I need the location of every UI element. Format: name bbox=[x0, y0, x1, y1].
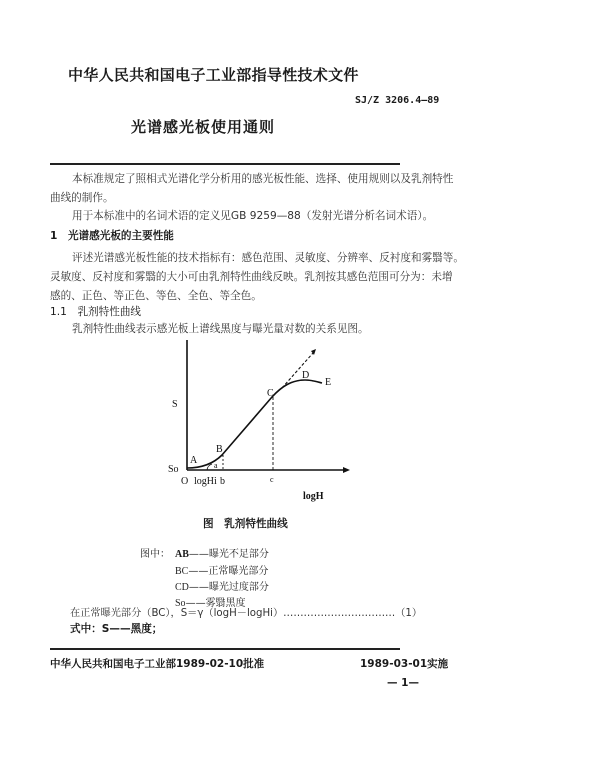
x-axis-label: logH bbox=[303, 491, 324, 502]
s0-label: So bbox=[168, 464, 179, 475]
characteristic-curve bbox=[187, 380, 322, 468]
legend-item-bc: BC——正常曝光部分 bbox=[175, 566, 269, 577]
org-title: 中华人民共和国电子工业部指导性技术文件 bbox=[68, 66, 359, 84]
emulsion-characteristic-curve-figure bbox=[160, 325, 360, 505]
point-label-c: C bbox=[267, 388, 274, 399]
document-code: SJ/Z 3206.4—89 bbox=[355, 95, 440, 106]
x-tick-c: c bbox=[270, 475, 274, 484]
intro-paragraph-1-line-1: 本标准规定了照相式光谱化学分析用的感光板性能、选择、使用规则以及乳剂特性 bbox=[72, 173, 454, 185]
x-tick-loghi: logHi bbox=[194, 476, 217, 487]
legend-item-ab: AB——曝光不足部分 bbox=[175, 549, 269, 560]
angle-label: a bbox=[214, 461, 218, 470]
intro-paragraph-1-line-2: 曲线的制作。 bbox=[50, 192, 114, 204]
legend-item-cd: CD——曝光过度部分 bbox=[175, 582, 269, 593]
x-tick-b: b bbox=[220, 476, 225, 487]
point-label-d: D bbox=[302, 370, 310, 381]
effective-date: 1989-03-01实施 bbox=[360, 658, 449, 670]
origin-label: O bbox=[181, 476, 189, 487]
section-1-line-1: 评述光谱感光板性能的技术指标有：感色范围、灵敏度、分辨率、反衬度和雾翳等。 bbox=[72, 252, 464, 264]
legend-prefix: 图中： bbox=[140, 549, 170, 560]
page-number: — 1— bbox=[387, 677, 419, 689]
section-1-heading: 1 光谱感光板的主要性能 bbox=[50, 230, 174, 242]
document-title: 光谱感光板使用通则 bbox=[131, 118, 276, 136]
y-axis-label: S bbox=[172, 399, 178, 410]
point-label-e: E bbox=[325, 377, 332, 388]
formula-where: 式中：S——黑度； bbox=[70, 623, 163, 635]
x-axis-arrow-icon bbox=[343, 467, 350, 473]
point-label-a: A bbox=[190, 455, 198, 466]
section-1-line-2: 灵敏度、反衬度和雾翳的大小可由乳剂特性曲线反映。乳剂按其感色范围可分为：未增 bbox=[50, 271, 453, 283]
formula-line: 在正常曝光部分（BC），S＝γ（logH－logHi）……………………………（1） bbox=[70, 608, 423, 619]
intro-paragraph-2: 用于本标准中的名词术语的定义见GB 9259—88（发射光谱分析名词术语）。 bbox=[72, 210, 434, 222]
bottom-divider bbox=[50, 648, 400, 650]
legend-item-s0: So——雾翳黑度 bbox=[175, 598, 246, 609]
figure-caption: 图 乳剂特性曲线 bbox=[203, 518, 288, 530]
approval-date: 中华人民共和国电子工业部1989-02-10批准 bbox=[50, 658, 265, 670]
section-1-line-3: 感的、正色、等正色、等色、全色、等全色。 bbox=[50, 290, 262, 302]
top-divider bbox=[50, 163, 400, 165]
section-1-1-heading: 1.1 乳剂特性曲线 bbox=[50, 306, 142, 318]
point-label-b: B bbox=[216, 444, 223, 455]
section-1-1-line-1: 乳剂特性曲线表示感光板上谱线黑度与曝光量对数的关系见图。 bbox=[72, 323, 369, 335]
